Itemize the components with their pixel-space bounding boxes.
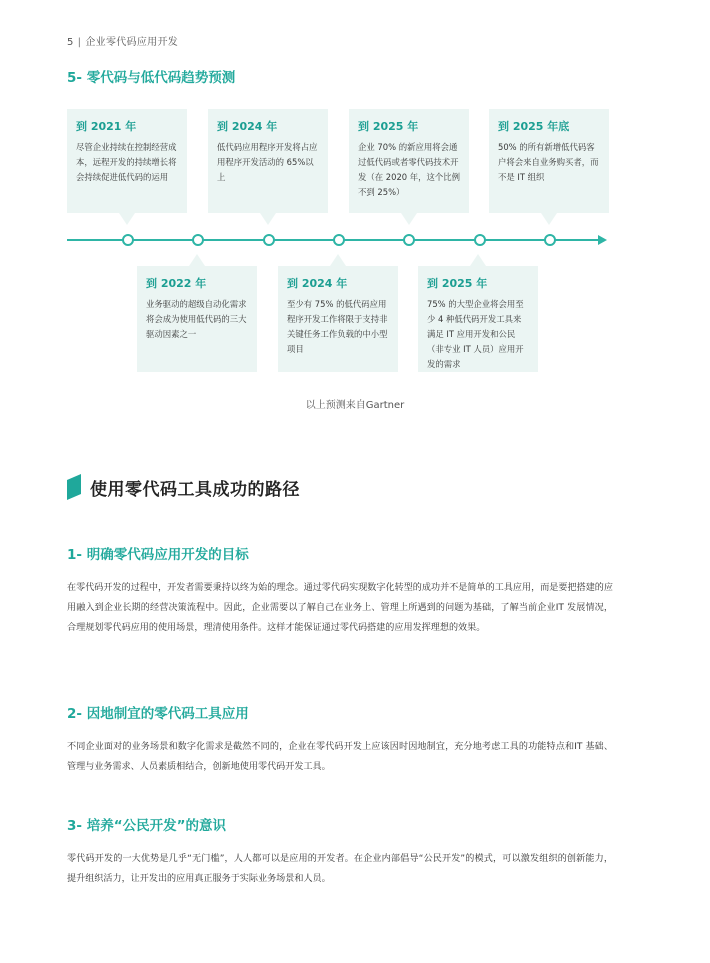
timeline-card-2024-top [208, 109, 328, 213]
point-paragraph-1: 在零代码开发的过程中，开发者需要秉持以终为始的理念。通过零代码实现数字化转型的成功并不是简单的工具应用，而是要把搭建的应用融入到企业长期的经营决策流程中。因此，企业需要以了解自己在业务上、管理上所遇到的问题为基础，了解当前企业IT 发展情况，合理规划零代码应用的使用场景，理清使用条件。这样才能保证通过零代码搭建的应用发挥理想的效果。 [67, 583, 613, 633]
timeline-card-2025-top [349, 109, 469, 213]
section-title-trends: 5- 零代码与低代码趋势预测 [67, 70, 236, 86]
timeline-card-text: 75% 的大型企业将会用至少 4 种低代码开发工具来满足 IT 应用开发和公民（非专业 IT 人员）应用开发的需求 [427, 299, 524, 369]
timeline-node [544, 234, 556, 246]
timeline-node [122, 234, 134, 246]
timeline-card-year: 到 2022 年 [146, 277, 207, 290]
timeline-node [474, 234, 486, 246]
timeline-card-text: 企业 70% 的新应用将会通过低代码或者零代码技术开发（在 2020 年，这个比例不到 25%） [358, 142, 461, 197]
timeline-card-year: 到 2021 年 [76, 120, 137, 133]
timeline-card-text: 50% 的所有新增低代码客户将会来自业务购买者，而不是 IT 组织 [498, 142, 599, 182]
timeline-card-text: 尽管企业持续在控制经营成本，远程开发的持续增长将会持续促进低代码的运用 [76, 142, 177, 182]
page-number: 5 [67, 37, 74, 48]
point-paragraph-3: 零代码开发的一大优势是几乎“无门槛”，人人都可以是应用的开发者。在企业内部倡导“公民开发”的模式，可以激发组织的创新能力，提升组织活力，让开发出的应用真正服务于实际业务场景和人员。 [67, 854, 613, 884]
chapter-heading [67, 472, 300, 502]
timeline-card-year: 到 2025 年 [358, 120, 419, 133]
header-separator: | [77, 37, 82, 48]
timeline-card-2025-bottom [418, 266, 538, 372]
point-title-3: 3- 培养“公民开发”的意识 [67, 818, 226, 834]
chapter-title: 使用零代码工具成功的路径 [90, 479, 300, 500]
source-note: 以上预测来自Gartner [305, 400, 405, 411]
timeline-card-2025-end [489, 109, 609, 213]
point-title-1: 1- 明确零代码应用开发的目标 [67, 547, 249, 563]
timeline-arrow-icon [598, 235, 607, 245]
timeline-card-text: 至少有 75% 的低代码应用程序开发工作将限于支持非关键任务工作负载的中小型项目 [287, 299, 388, 354]
timeline-card-year: 到 2025 年底 [498, 120, 570, 133]
timeline-card-year: 到 2025 年 [427, 277, 488, 290]
chapter-marker-icon [67, 474, 81, 500]
timeline-node [192, 234, 204, 246]
timeline-card-2021 [67, 109, 187, 213]
timeline-node [403, 234, 415, 246]
point-title-2: 2- 因地制宜的零代码工具应用 [67, 706, 249, 722]
timeline-card-year: 到 2024 年 [217, 120, 278, 133]
timeline-card-2024-bottom [278, 266, 398, 372]
point-paragraph-2: 不同企业面对的业务场景和数字化需求是截然不同的，企业在零代码开发上应该因时因地制宜，充分地考虑工具的功能特点和IT 基础、管理与业务需求、人员素质相结合，创新地使用零代码开发工具。 [67, 742, 613, 772]
document-title: 企业零代码应用开发 [85, 37, 179, 48]
timeline-card-text: 低代码应用程序开发将占应用程序开发活动的 65%以上 [217, 142, 318, 182]
timeline-node [333, 234, 345, 246]
timeline-node [263, 234, 275, 246]
timeline-card-year: 到 2024 年 [287, 277, 348, 290]
page-header [67, 33, 178, 48]
timeline-card-text: 业务驱动的超级自动化需求将会成为使用低代码的三大驱动因素之一 [146, 299, 247, 339]
timeline-card-2022 [137, 266, 257, 372]
